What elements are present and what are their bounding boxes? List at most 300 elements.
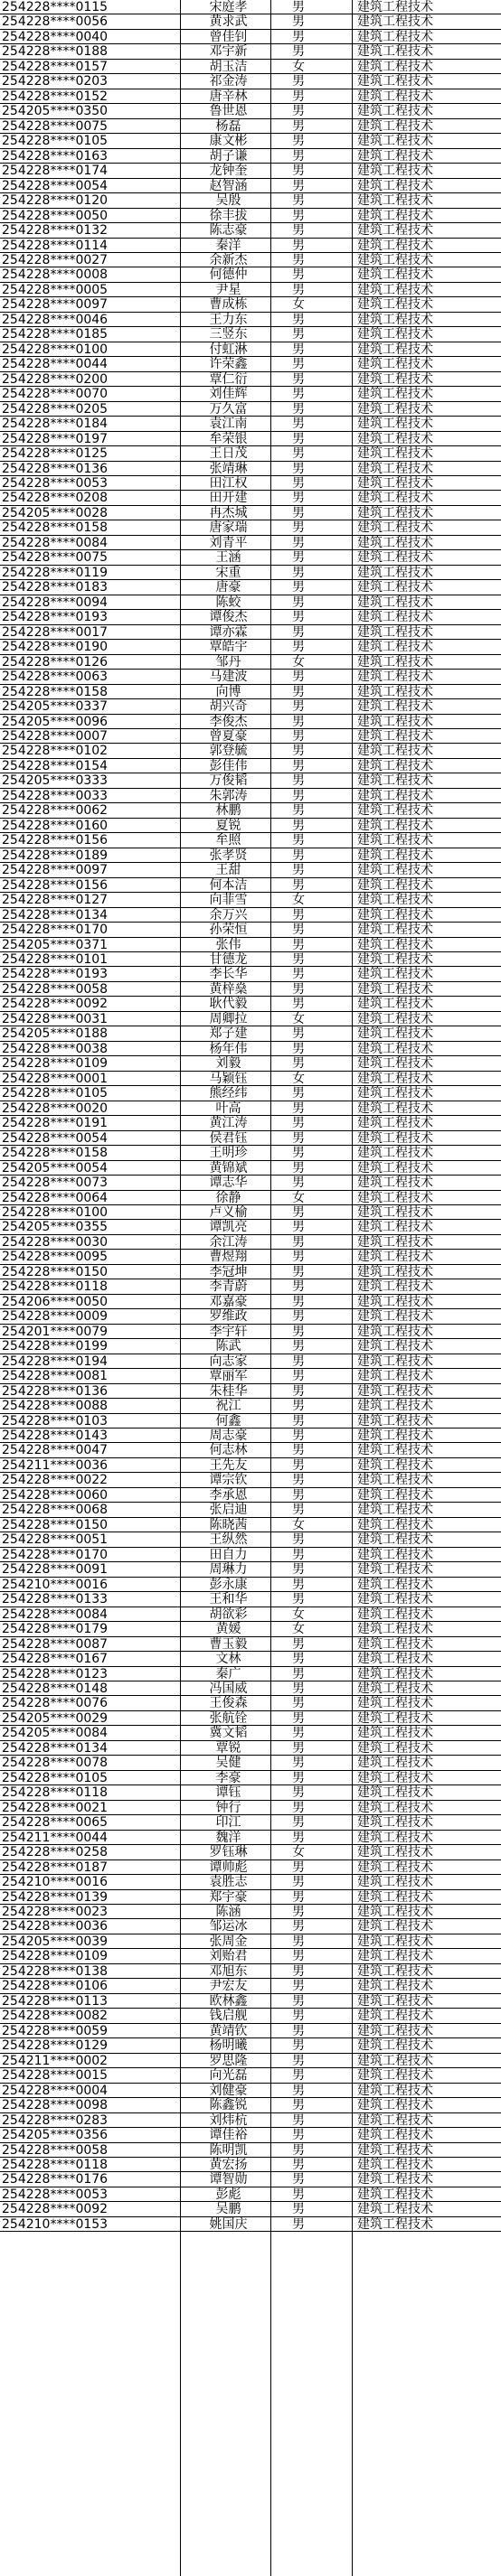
table-row [0,1458,501,1473]
id-card-cell: 254228****0258 [2,1845,109,1860]
major-cell: 建筑工程技术 [357,877,433,893]
major-cell: 建筑工程技术 [357,1399,433,1414]
name-cell: 彭永康 [209,1577,248,1592]
sex-cell: 男 [292,699,305,715]
name-cell: 尹星 [215,282,241,297]
major-cell: 建筑工程技术 [357,699,433,715]
sex-cell: 男 [292,550,305,566]
id-card-cell: 254228****0123 [2,1666,109,1681]
sex-cell: 男 [292,2038,305,2054]
sex-cell: 男 [292,1652,305,1667]
id-card-cell: 254228****0091 [2,1562,109,1578]
name-cell: 李长华 [209,967,248,982]
name-cell: 向博 [215,684,241,699]
major-cell: 建筑工程技术 [357,1636,433,1652]
sex-cell: 男 [292,1176,305,1191]
name-cell: 刘炜杭 [209,2112,248,2128]
name-cell: 彭彪 [215,2187,241,2202]
table-row [0,119,501,134]
major-cell: 建筑工程技术 [357,1071,433,1086]
name-cell: 谭帅彪 [209,1859,248,1875]
name-cell: 祁金涛 [209,74,248,89]
table-row [0,1295,501,1309]
table-row [0,327,501,342]
name-cell: 覃仁衍 [209,371,248,387]
name-cell: 余新杰 [209,252,248,267]
id-card-cell: 254228****0046 [2,312,109,327]
name-cell: 唐豪 [215,580,241,595]
major-cell: 建筑工程技术 [357,535,433,550]
table-row [0,1488,501,1503]
table-row [0,2084,501,2098]
major-cell: 建筑工程技术 [357,312,433,327]
id-card-cell: 254228****0132 [2,223,109,239]
table-row [0,1578,501,1592]
table-row [0,699,501,714]
table-row [0,982,501,997]
table-row [0,1919,501,1934]
major-cell: 建筑工程技术 [357,1086,433,1101]
table-row [0,74,501,89]
name-cell: 冀文韬 [209,1726,248,1741]
id-card-cell: 254228****0139 [2,1889,109,1905]
name-cell: 姚国庆 [209,2216,248,2232]
table-row [0,1548,501,1562]
id-card-cell: 254228****0134 [2,1740,109,1756]
id-card-cell: 254228****0136 [2,461,109,476]
table-row [0,1860,501,1875]
major-cell: 建筑工程技术 [357,1056,433,1072]
id-card-cell: 254228****0040 [2,29,109,44]
sex-cell: 男 [292,14,305,30]
name-cell: 曹成栋 [209,297,248,313]
name-cell: 王纵然 [209,1532,248,1548]
major-cell: 建筑工程技术 [357,1026,433,1042]
sex-cell: 女 [292,59,305,74]
id-card-cell: 254228****0075 [2,118,109,134]
name-cell: 鲁世恩 [209,104,248,119]
sex-cell: 男 [292,758,305,773]
id-card-cell: 254228****0095 [2,1250,109,1265]
id-card-cell: 254228****0051 [2,1532,109,1548]
major-cell: 建筑工程技术 [357,1993,433,2009]
id-card-cell: 254228****0053 [2,2187,109,2202]
major-cell: 建筑工程技术 [357,1294,433,1309]
major-cell: 建筑工程技术 [357,2172,433,2187]
sex-cell: 男 [292,1146,305,1161]
table-row [0,1785,501,1800]
table-row [0,1756,501,1770]
sex-cell: 男 [292,1875,305,1890]
table-row [0,893,501,907]
id-card-cell: 254228****0044 [2,357,109,372]
table-row [0,223,501,238]
id-card-cell: 254228****0075 [2,550,109,566]
id-card-cell: 254228****0109 [2,1056,109,1072]
table-row [0,60,501,74]
id-card-cell: 254228****0203 [2,74,109,89]
major-cell: 建筑工程技术 [357,1949,433,1964]
table-row [0,1994,501,2009]
sex-cell: 男 [292,282,305,297]
sex-cell: 男 [292,1696,305,1711]
id-card-cell: 254228****0126 [2,654,109,670]
name-cell: 秦广 [215,1666,241,1681]
sex-cell: 男 [292,1473,305,1488]
table-row [0,0,501,14]
name-cell: 王力东 [209,312,248,327]
id-card-cell: 254228****0152 [2,89,109,104]
name-cell: 黄锦斌 [209,1160,248,1176]
table-row [0,2098,501,2112]
name-cell: 谭钰 [215,1785,241,1801]
id-card-cell: 254228****0183 [2,580,109,595]
id-card-cell: 254228****0105 [2,134,109,149]
major-cell: 建筑工程技术 [357,1666,433,1681]
table-row [0,104,501,118]
sex-cell: 男 [292,967,305,982]
table-row [0,89,501,104]
name-cell: 赵智涵 [209,178,248,193]
name-cell: 谭志华 [209,1176,248,1191]
major-cell: 建筑工程技术 [357,1130,433,1146]
sex-cell: 男 [292,788,305,803]
major-cell: 建筑工程技术 [357,118,433,134]
table-row [0,1026,501,1041]
id-card-cell: 254205****0188 [2,1026,109,1042]
sex-cell: 男 [292,417,305,432]
major-cell: 建筑工程技术 [357,952,433,967]
sex-cell: 男 [292,1993,305,2009]
major-cell: 建筑工程技术 [357,1190,433,1205]
id-card-cell: 254228****0125 [2,446,109,462]
id-card-cell: 254228****0038 [2,1041,109,1056]
name-cell: 罗钰琳 [209,1845,248,1860]
table-row [0,670,501,684]
id-card-cell: 254228****0115 [2,0,109,14]
sex-cell: 男 [292,1399,305,1414]
table-row [0,149,501,164]
table-row [0,1652,501,1666]
major-cell: 建筑工程技术 [357,1859,433,1875]
id-card-cell: 254205****0084 [2,1726,109,1741]
table-row [0,1309,501,1324]
sex-cell: 女 [292,1845,305,1860]
id-card-cell: 254228****0106 [2,1979,109,1994]
name-cell: 黄求武 [209,14,248,30]
major-cell: 建筑工程技术 [357,2142,433,2158]
major-cell: 建筑工程技术 [357,863,433,878]
id-card-cell: 254228****0068 [2,1503,109,1518]
name-cell: 李青蔚 [209,1279,248,1295]
sex-cell: 男 [292,1429,305,1443]
id-card-cell: 254228****0188 [2,44,109,60]
major-cell: 建筑工程技术 [357,1160,433,1176]
sex-cell: 男 [292,1487,305,1503]
table-row [0,833,501,848]
major-cell: 建筑工程技术 [357,848,433,863]
id-card-cell: 254211****0044 [2,1830,109,1845]
sex-cell: 男 [292,1979,305,1994]
id-card-cell: 254228****0105 [2,1770,109,1785]
id-card-cell: 254228****0138 [2,1963,109,1979]
major-cell: 建筑工程技术 [357,297,433,313]
major-cell: 建筑工程技术 [357,1830,433,1845]
major-cell: 建筑工程技术 [357,327,433,342]
major-cell: 建筑工程技术 [357,282,433,297]
name-cell: 唐辛林 [209,89,248,104]
name-cell: 付虹淋 [209,342,248,357]
table-row [0,2128,501,2142]
id-card-cell: 254228****0101 [2,952,109,967]
major-cell: 建筑工程技术 [357,1443,433,1458]
id-card-cell: 254228****0027 [2,252,109,267]
name-cell: 李冠坤 [209,1264,248,1279]
id-card-cell: 254228****0021 [2,1800,109,1815]
table-row [0,1711,501,1726]
sex-cell: 男 [292,2068,305,2084]
sex-cell: 男 [292,1919,305,1934]
major-cell: 建筑工程技术 [357,1324,433,1339]
major-cell: 建筑工程技术 [357,0,433,14]
id-card-cell: 254228****0081 [2,1369,109,1384]
major-cell: 建筑工程技术 [357,1756,433,1771]
sex-cell: 男 [292,1457,305,1473]
table-row [0,2217,501,2232]
major-cell: 建筑工程技术 [357,74,433,89]
sex-cell: 男 [292,1279,305,1295]
sex-cell: 男 [292,29,305,44]
id-card-cell: 254228****0078 [2,1756,109,1771]
table-row [0,1964,501,1979]
sex-cell: 男 [292,208,305,223]
id-card-cell: 254228****0054 [2,178,109,193]
table-row [0,1235,501,1250]
sex-cell: 男 [292,431,305,446]
name-cell: 文林 [215,1652,241,1667]
major-cell: 建筑工程技术 [357,1800,433,1815]
major-cell: 建筑工程技术 [357,1740,433,1756]
table-row [0,402,501,417]
id-card-cell: 254228****0127 [2,893,109,908]
name-cell: 田开建 [209,491,248,506]
sex-cell: 男 [292,1770,305,1785]
table-row [0,1443,501,1457]
name-cell: 冯国威 [209,1681,248,1696]
major-cell: 建筑工程技术 [357,1710,433,1726]
sex-cell: 男 [292,1949,305,1964]
name-cell: 胡兴奇 [209,699,248,715]
name-cell: 牟荣银 [209,431,248,446]
name-cell: 甘德龙 [209,952,248,967]
id-card-cell: 254228****0105 [2,1086,109,1101]
table-row [0,744,501,758]
sex-cell: 男 [292,1250,305,1265]
table-row [0,1890,501,1905]
major-cell: 建筑工程技术 [357,476,433,491]
id-card-cell: 254228****0053 [2,476,109,491]
table-row [0,476,501,491]
major-cell: 建筑工程技术 [357,1934,433,1949]
name-cell: 谭俊杰 [209,610,248,625]
id-card-cell: 254228****0009 [2,1309,109,1325]
name-cell: 钟行 [215,1800,241,1815]
major-cell: 建筑工程技术 [357,1339,433,1354]
id-card-cell: 254210****0016 [2,1875,109,1890]
table-row [0,580,501,595]
major-cell: 建筑工程技术 [357,893,433,908]
sex-cell: 男 [292,1264,305,1279]
table-row [0,2143,501,2158]
table-row [0,1220,501,1234]
id-card-cell: 254228****0194 [2,1354,109,1369]
major-cell: 建筑工程技术 [357,1220,433,1235]
id-card-cell: 254228****0017 [2,624,109,640]
id-card-cell: 254228****0102 [2,744,109,759]
name-cell: 王和华 [209,1592,248,1607]
id-card-cell: 254228****0174 [2,164,109,179]
table-row [0,446,501,461]
major-cell: 建筑工程技术 [357,104,433,119]
sex-cell: 男 [292,1889,305,1905]
sex-cell: 男 [292,2142,305,2158]
id-card-cell: 254228****0283 [2,2112,109,2128]
name-cell: 邓嘉豪 [209,1294,248,1309]
name-cell: 张周金 [209,1934,248,1949]
sex-cell: 男 [292,2023,305,2038]
name-cell: 徐丰拔 [209,208,248,223]
major-cell: 建筑工程技术 [357,967,433,982]
id-card-cell: 254228****0070 [2,387,109,402]
sex-cell: 女 [292,1190,305,1205]
name-cell: 何鑫 [215,1413,241,1429]
sex-cell: 男 [292,1636,305,1652]
sex-cell: 男 [292,1815,305,1831]
sex-cell: 男 [292,684,305,699]
sex-cell: 男 [292,461,305,476]
id-card-cell: 254228****0109 [2,1949,109,1964]
id-card-cell: 254228****0030 [2,1234,109,1250]
name-cell: 邹丹 [215,654,241,670]
id-card-cell: 254228****0054 [2,1130,109,1146]
sex-cell: 男 [292,2202,305,2217]
major-cell: 建筑工程技术 [357,1696,433,1711]
major-cell: 建筑工程技术 [357,595,433,610]
name-cell: 祝江 [215,1399,241,1414]
table-row [0,1801,501,1815]
sex-cell: 男 [292,1562,305,1578]
table-row [0,773,501,788]
table-row [0,1191,501,1205]
major-cell: 建筑工程技术 [357,981,433,997]
name-cell: 尹宏友 [209,1979,248,1994]
sex-cell: 男 [292,312,305,327]
table-row [0,1176,501,1190]
table-row [0,1101,501,1116]
id-card-cell: 254228****0005 [2,282,109,297]
table-row [0,1696,501,1710]
major-cell: 建筑工程技术 [357,1429,433,1443]
name-cell: 王先友 [209,1457,248,1473]
major-cell: 建筑工程技术 [357,1919,433,1934]
sex-cell: 男 [292,2128,305,2143]
id-card-cell: 254205****0371 [2,937,109,952]
major-cell: 建筑工程技术 [357,2023,433,2038]
id-card-cell: 254228****0084 [2,535,109,550]
sex-cell: 男 [292,0,305,14]
major-cell: 建筑工程技术 [357,714,433,729]
sex-cell: 男 [292,1294,305,1309]
id-card-cell: 254228****0092 [2,2202,109,2217]
sex-cell: 男 [292,1339,305,1354]
name-cell: 秦洋 [215,238,241,253]
table-row [0,1667,501,1681]
id-card-cell: 254228****0004 [2,2083,109,2098]
id-card-cell: 254228****0193 [2,967,109,982]
sex-cell: 男 [292,981,305,997]
major-cell: 建筑工程技术 [357,744,433,759]
name-cell: 罗思隆 [209,2053,248,2068]
sex-cell: 男 [292,520,305,536]
major-cell: 建筑工程技术 [357,1606,433,1622]
sex-cell: 男 [292,1785,305,1801]
name-cell: 袁江南 [209,417,248,432]
id-card-cell: 254228****0205 [2,401,109,417]
name-cell: 张孝贤 [209,848,248,863]
table-row [0,462,501,476]
sex-cell: 男 [292,44,305,60]
sex-cell: 男 [292,1101,305,1116]
table-row [0,14,501,29]
name-cell: 刘毅 [215,1056,241,1072]
id-card-cell: 254228****0154 [2,758,109,773]
sex-cell: 男 [292,2009,305,2024]
table-row [0,1429,501,1443]
table-row [0,179,501,193]
id-card-cell: 254211****0036 [2,1457,109,1473]
id-card-cell: 254228****0084 [2,1606,109,1622]
id-card-cell: 254205****0337 [2,699,109,715]
sex-cell: 男 [292,640,305,655]
major-cell: 建筑工程技术 [357,2068,433,2084]
name-cell: 何志林 [209,1443,248,1458]
table-row [0,2202,501,2216]
sex-cell: 男 [292,252,305,267]
id-card-cell: 254228****0208 [2,491,109,506]
major-cell: 建筑工程技术 [357,1234,433,1250]
table-row [0,164,501,178]
id-card-cell: 254211****0002 [2,2053,109,2068]
major-cell: 建筑工程技术 [357,997,433,1012]
major-cell: 建筑工程技术 [357,2202,433,2217]
name-cell: 袁胜志 [209,1875,248,1890]
sex-cell: 男 [292,89,305,104]
table-row [0,923,501,937]
major-cell: 建筑工程技术 [357,654,433,670]
name-cell: 王涵 [215,550,241,566]
table-row [0,685,501,699]
name-cell: 马颖钰 [209,1071,248,1086]
id-card-cell: 254228****0158 [2,1146,109,1161]
major-cell: 建筑工程技术 [357,2128,433,2143]
sex-cell: 男 [292,148,305,164]
id-card-cell: 254228****0022 [2,1473,109,1488]
id-card-cell: 254228****0193 [2,610,109,625]
major-cell: 建筑工程技术 [357,580,433,595]
id-card-cell: 254205****0096 [2,714,109,729]
id-card-cell: 254205****0350 [2,104,109,119]
table-row [0,1637,501,1652]
